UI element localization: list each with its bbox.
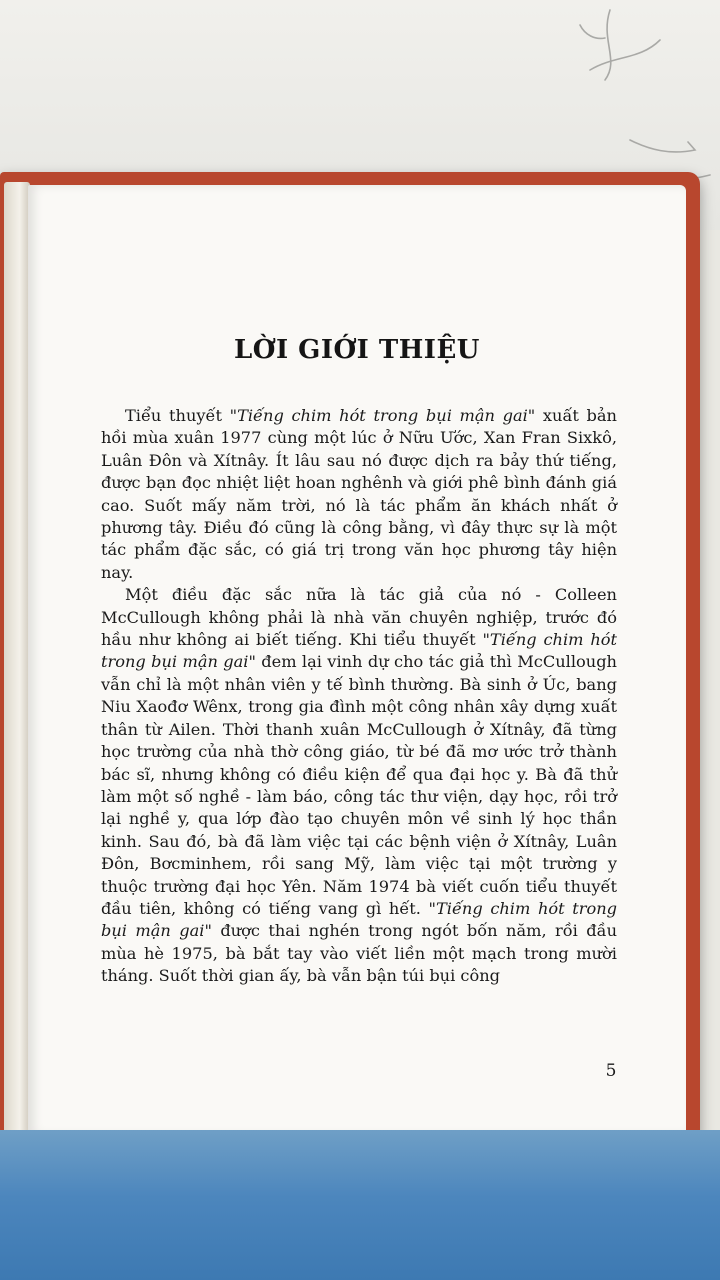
page-title: LỜI GIỚI THIỆU — [234, 335, 480, 365]
paragraph: Một điều đặc sắc nữa là tác giả của nó - Colleen McCullough không phải là nhà văn chuyên nghiệp, trước đó hầu như không ai biết tiếng. Khi tiểu thuyết "Tiếng chim hót trong bụi mận gai" đem lại vinh dự cho tác giả thì McCullough vẫn chỉ là một nhân viên y tế bình thường. Bà sinh ở Úc, bang Niu Xaođơ Wênx, trong gia đình một công nhân xây dựng xuất thân từ Ailen. Thời thanh xuân McCullough ở Xítnây, đã từng học trường của nhà thờ công giáo, từ bé đã mơ ước trở thành bác sĩ, nhưng không có điều kiện để qua đại học y. Bà đã thử làm một số nghề - làm báo, công tác thư viện, dạy học, rồi trở lại nghề y, qua lớp đào tạo chuyên môn về sinh lý học thần kinh. Sau đó, bà đã làm việc tại các bệnh viện ở Xítnây, Luân Đôn, Bơcminhem, rồi sang Mỹ, làm việc tại một trường y thuộc trường đại học Yên. Năm 1974 bà viết cuốn tiểu thuyết đầu tiên, không có tiếng vang gì hết. "Tiếng chim hót trong bụi mận gai" được thai nghén trong ngót bốn năm, rồi đầu mùa hè 1975, bà bắt tay vào viết liền một mạch trong mười tháng. Suốt thời gian ấy, bà vẫn bận túi bụi công — [101, 585, 617, 986]
body-text — [101, 405, 617, 988]
page-edges — [4, 182, 30, 1137]
book-page — [28, 185, 686, 1135]
page-number: 5 — [605, 1061, 617, 1081]
paragraph: Tiểu thuyết "Tiếng chim hót trong bụi mận gai" xuất bản hồi mùa xuân 1977 cùng một lúc ở Nữu Ước, Xan Fran Sixkô, Luân Đôn và Xítnây. Ít lâu sau nó được dịch ra bảy thứ tiếng, được bạn đọc nhiệt liệt hoan nghênh và giới phê bình đánh giá cao. Suốt mấy năm trời, nó là tác phẩm ăn khách nhất ở phương tây. Điều đó cũng là công bằng, vì đây thực sự là một tác phẩm đặc sắc, có giá trị trong văn học phương tây hiện nay. — [101, 406, 617, 582]
blue-table-surface — [0, 1130, 720, 1280]
